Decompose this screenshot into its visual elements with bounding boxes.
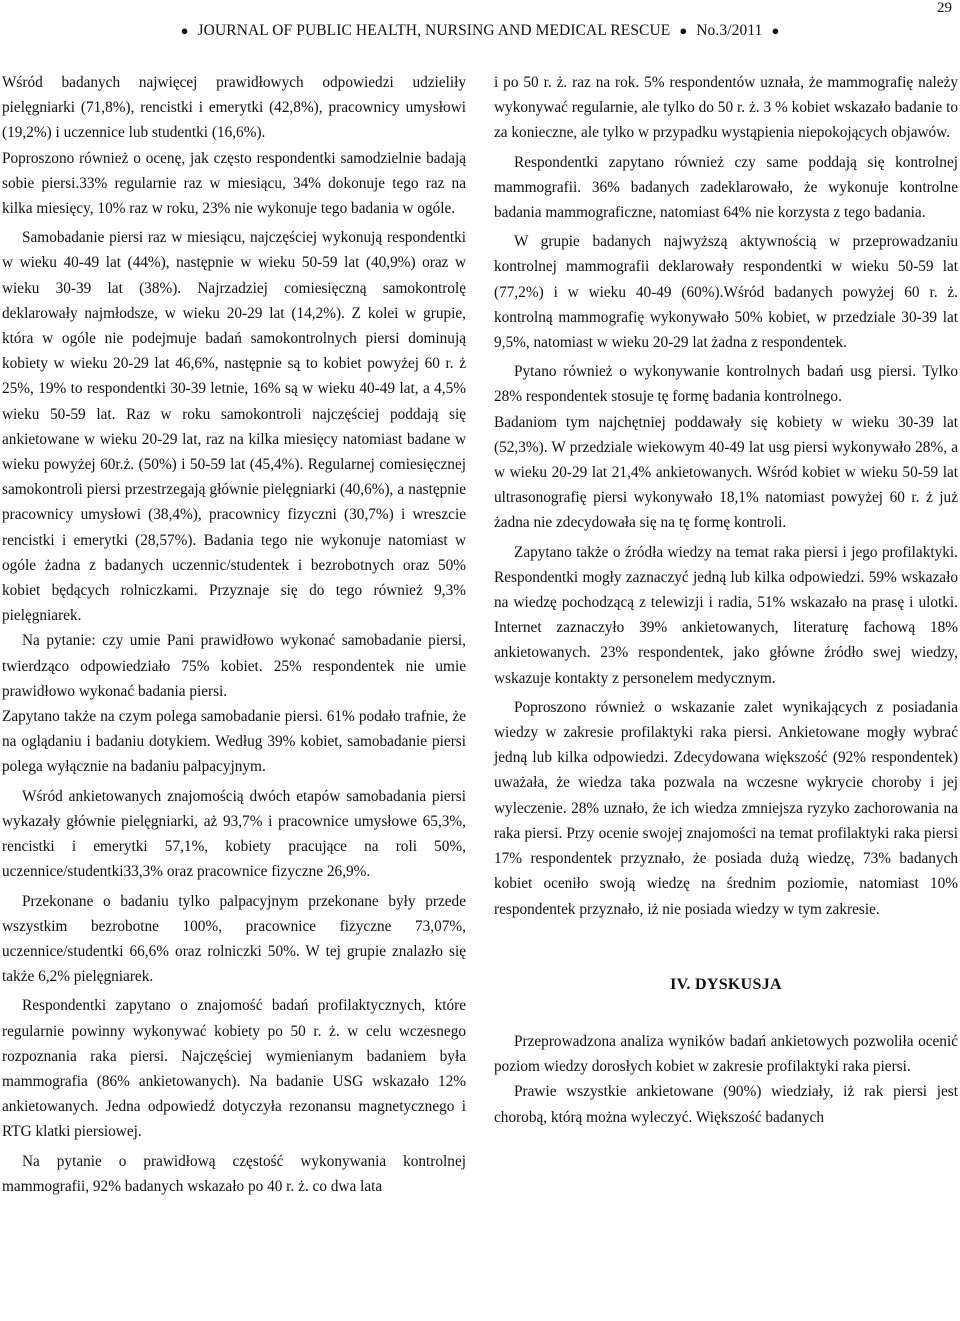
paragraph: Na pytanie: czy umie Pani prawidłowo wykonać samobadanie piersi, twierdząco odpowiedziało 75% kobiet. 25% respondentek nie umie prawidłowo wykonać badania piersi. [2, 632, 466, 700]
paragraph: Na pytanie o prawidłową częstość wykonywania kontrolnej mammografii, 92% badanych wskazało po 40 r. ż. co dwa lata [2, 1152, 466, 1195]
left-column [2, 70, 466, 1199]
paragraph: Samobadanie piersi raz w miesiącu, najczęściej wykonują respondentki w wieku 40-49 lat (44%), następnie w wieku 50-59 lat (40,9%) oraz w wieku 30-39 lat (38%). Najrzadziej comiesięczną samokontrolę deklarowały najmłodsze, w wieku 20-29 lat (14,2%). Z kolei w grupie, która w ogóle nie podejmuje badań samokontrolnych piersi dominują kobiety w wieku 20-29 lat 46,6%, następnie są to kobiet powyżej 60 r. ż 25%, 19% to respondentki 30-39 letnie, 16% są w wieku 40-49 lat, a 4,5% wieku 50-59 lat. Raz w roku samokontroli najczęściej poddają się ankietowane w wieku 20-29 lat, raz na kilka miesięcy natomiast badane w wieku powyżej 60r.ż. (50%) i 50-59 lat (45,4%). Regularnej comiesięcznej samokontroli piersi przestrzegają głównie pielęgniarki (40,6%), a następnie pracownicy umysłowi (38,4%), pracownicy fizyczni (30,7%) i wreszcie rencistki i emerytki (28,57%). Badania tego nie wykonuje natomiast w ogóle żadna z badanych uczennic/studentek i bezrobotnych oraz 50% kobiet będących rolniczkami. Przyznaje się do tego również 9,3% pielęgniarek. [2, 229, 466, 625]
paragraph: Pytano również o wykonywanie kontrolnych badań usg piersi. Tylko 28% respondentek stosuje tę formę badania kontrolnego. [494, 363, 958, 406]
issue-number: No.3/2011 [696, 22, 763, 39]
section-heading: IV. DYSKUSJA [670, 975, 782, 993]
paragraph: Przeprowadzona analiza wyników badań ankietowych pozwoliła ocenić poziom wiedzy dorosłych kobiet w zakresie profilaktyki raka piersi. [494, 1032, 958, 1076]
paragraph: Poproszono również o ocenę, jak często respondentki samodzielnie badają sobie piersi.33% regularnie raz w miesiącu, 34% dokonuje tego raz na kilka miesięcy, 10% raz w roku, 23% nie wykonuje tego badania w ogóle. [2, 149, 466, 218]
paragraph: Poproszono również o wskazanie zalet wynikających z posiadania wiedzy w zakresie profilaktyki raka piersi. Ankietowane mogły wybrać jedną lub kilka odpowiedzi. Zdecydowana większość (92% respondentek) uważała, że wiedza taka pozwala na wczesne wykrycie choroby i jej wyleczenie. 28% uznało, że ich wiedza zmniejsza ryzyko zachorowania na raka piersi. Przy ocenie swojej znajomości na temat profilaktyki raka piersi 17% respondentek przyznało, że posiada dużą wiedzę, 73% badanych kobiet oceniło swoją wiedzę na średnim poziomie, natomiast 10% respondentek przyznało, iż nie posiada wiedzy w tym zakresie. [494, 698, 958, 918]
paragraph: Prawie wszystkie ankietowane (90%) wiedziały, iż rak piersi jest chorobą, którą można wyleczyć. Większość badanych [494, 1083, 958, 1126]
paragraph: Badaniom tym najchętniej poddawały się kobiety w wieku 30-39 lat (52,3%). W przedziale wiekowym 40-49 lat usg piersi wykonywało 28%, a w wieku 20-29 lat 21,4% ankietowanych. Wśród kobiet w wieku 50-59 lat ultrasonografię piersi wykonywało 18,1% natomiast powyżej 60 r. ż już żadna nie zdecydowała się na tę formę kontroli. [494, 413, 958, 532]
paragraph: Wśród ankietowanych znajomością dwóch etapów samobadania piersi wykazały głównie pielęgniarki, aż 93,7% i pracownice umysłowe 65,3%, rencistki i emerytki 57,1%, kobiety pracujące na roli 50%, uczennice/studentki33,3% oraz pracownice fizyczne 26,9%. [2, 787, 466, 881]
paragraph: Wśród badanych najwięcej prawidłowych odpowiedzi udzieliły pielęgniarki (71,8%), rencistki i emerytki (42,8%), pracownicy umysłowi (19,2%) i uczennice lub studentki (16,6%). [2, 74, 466, 142]
bullet-icon: ● [679, 23, 688, 38]
paragraph: Respondentki zapytano o znajomość badań profilaktycznych, które regularnie powinny wykonywać kobiety po 50 r. ż. w celu wczesnego rozpoznania raka piersi. Najczęściej wymienianym badaniem była mammografia (86% ankietowanych). Na badanie USG wskazało 12% ankietowanych. Jedna odpowiedź dotyczyła rezonansu magnetycznego i RTG klatki piersiowej. [2, 997, 466, 1141]
right-column [494, 70, 958, 1130]
paragraph: i po 50 r. ż. raz na rok. 5% respondentów uznała, że mammografię należy wykonywać regularnie, ale tylko do 50 r. ż. 3 % kobiet wskazało badanie to za konieczne, ale tylko w przypadku wystąpienia niepokojących objawów. [494, 74, 958, 142]
paragraph: Zapytano także na czym polega samobadanie piersi. 61% podało trafnie, że na oglądaniu i badaniu dotykiem. Według 39% kobiet, samobadanie piersi polega wyłącznie na badaniu palpacyjnym. [2, 708, 466, 776]
paragraph: W grupie badanych najwyższą aktywnością w przeprowadzaniu kontrolnej mammografii deklarowały respondentki w wieku 50-59 lat (77,2%) i w wieku 40-49 (60%).Wśród badanych powyżej 60 r. ż. kontrolną mammografię wykonywało 50% kobiet, w przedziale 30-39 lat 9,5%, natomiast w wieku 20-29 lat żadna z respondentek. [494, 233, 958, 352]
paragraph: Zapytano także o źródła wiedzy na temat raka piersi i jego profilaktyki. Respondentki mogły zaznaczyć jedną lub kilka odpowiedzi. 59% wskazało na wiedzę pochodzącą z telewizji i radia, 51% wskazało na prasę i ulotki. Internet zaznaczyło 39% ankietowanych, literaturę fachową 18% ankietowanych. 23% respondentek, jako główne źródło swej wiedzy, wskazuje kontakty z personelem medycznym. [494, 543, 958, 687]
paragraph: Respondentki zapytano również czy same poddają się kontrolnej mammografii. 36% badanych zadeklarowało, że wykonuje kontrolne badania mammograficzne, natomiast 64% nie korzysta z tego badania. [494, 153, 958, 222]
running-header [0, 22, 960, 40]
bullet-icon: ● [771, 23, 780, 38]
page-number: 29 [937, 0, 952, 16]
paragraph: Przekonane o badaniu tylko palpacyjnym przekonane były przede wszystkim bezrobotne 100%, pracownice fizyczne 73,07%, uczennice/studentki 66,6% oraz rolniczki 50%. W tej grupie znalazło się także 6,2% pielęgniarek. [2, 892, 466, 986]
bullet-icon: ● [180, 23, 189, 38]
journal-title: JOURNAL OF PUBLIC HEALTH, NURSING AND MEDICAL RESCUE [197, 22, 671, 39]
